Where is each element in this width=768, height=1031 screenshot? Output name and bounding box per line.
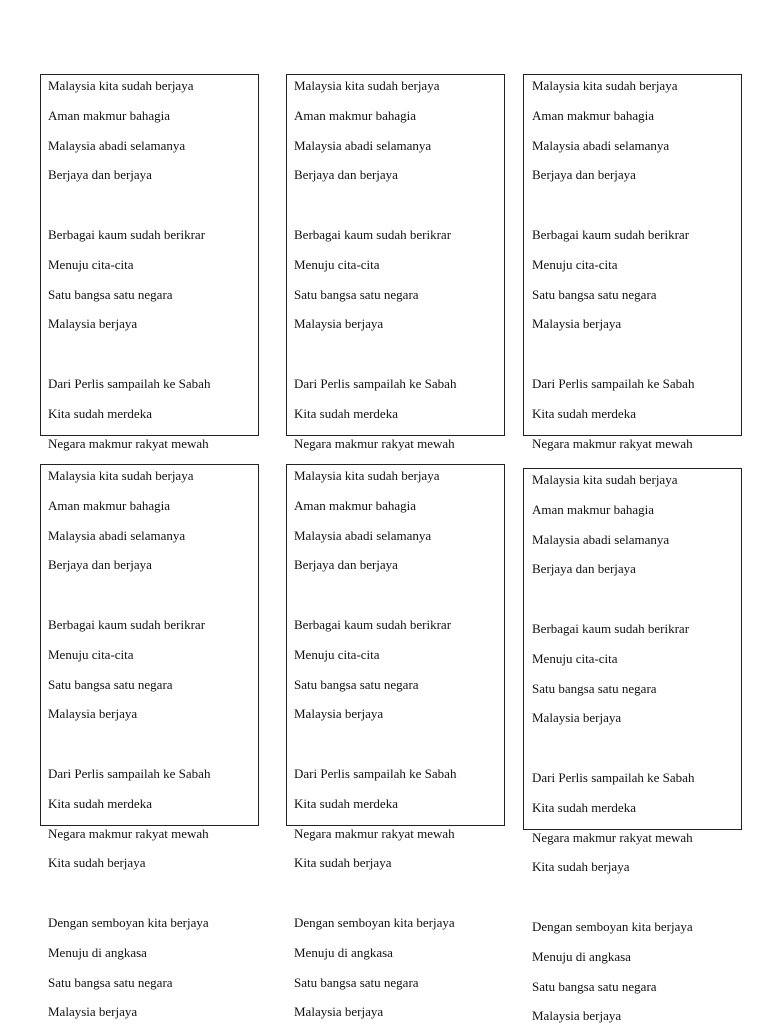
verse-gap bbox=[532, 584, 694, 614]
lyric-card-r2c2 bbox=[294, 461, 456, 1027]
lyric-line: Negara makmur rakyat mewah bbox=[48, 435, 209, 451]
lyric-line: Menuju di angkasa bbox=[48, 944, 147, 960]
lyric-line: Aman makmur bahagia bbox=[532, 107, 655, 123]
verse-gap bbox=[294, 878, 456, 908]
verse-gap bbox=[532, 882, 694, 912]
lyric-line: Berjaya dan berjaya bbox=[48, 167, 152, 183]
lyric-line: Menuju cita-cita bbox=[294, 256, 380, 272]
lyric-line: Negara makmur rakyat mewah bbox=[532, 435, 693, 451]
lyric-card-r1c3 bbox=[532, 71, 694, 458]
lyric-line: Kita sudah merdeka bbox=[294, 405, 398, 421]
lyric-line: Satu bangsa satu negara bbox=[48, 286, 173, 302]
lyric-line: Satu bangsa satu negara bbox=[294, 286, 419, 302]
lyric-line: Kita sudah merdeka bbox=[294, 795, 398, 811]
lyric-line: Malaysia berjaya bbox=[294, 1004, 384, 1020]
lyric-line: Malaysia berjaya bbox=[532, 316, 622, 332]
lyric-line: Aman makmur bahagia bbox=[294, 107, 417, 123]
lyric-line: Berbagai kaum sudah berikrar bbox=[294, 226, 452, 242]
lyric-line: Malaysia kita sudah berjaya bbox=[532, 78, 678, 93]
lyric-line: Berbagai kaum sudah berikrar bbox=[532, 620, 690, 636]
lyric-line: Aman makmur bahagia bbox=[48, 107, 171, 123]
lyric-line: Malaysia berjaya bbox=[294, 706, 384, 722]
lyric-line: Berjaya dan berjaya bbox=[532, 167, 636, 183]
lyric-line: Berjaya dan berjaya bbox=[48, 557, 152, 573]
lyric-line: Satu bangsa satu negara bbox=[48, 974, 173, 990]
lyric-line: Dari Perlis sampailah ke Sabah bbox=[294, 375, 457, 391]
verse-gap bbox=[48, 190, 210, 220]
lyric-line: Malaysia abadi selamanya bbox=[532, 137, 670, 153]
lyric-line: Malaysia abadi selamanya bbox=[532, 531, 670, 547]
lyric-line: Satu bangsa satu negara bbox=[294, 974, 419, 990]
lyric-line: Kita sudah berjaya bbox=[294, 855, 392, 871]
lyric-line: Kita sudah merdeka bbox=[48, 405, 152, 421]
lyric-line: Malaysia berjaya bbox=[294, 316, 384, 332]
lyric-line: Negara makmur rakyat mewah bbox=[532, 829, 693, 845]
lyric-line: Kita sudah merdeka bbox=[48, 795, 152, 811]
lyric-line: Malaysia berjaya bbox=[532, 710, 622, 726]
verse-gap bbox=[532, 339, 694, 369]
lyric-line: Malaysia kita sudah berjaya bbox=[294, 468, 440, 483]
verse-gap bbox=[532, 190, 694, 220]
lyric-line: Kita sudah berjaya bbox=[532, 859, 630, 875]
lyric-line: Kita sudah merdeka bbox=[532, 405, 636, 421]
verse-gap bbox=[48, 729, 210, 759]
lyric-line: Satu bangsa satu negara bbox=[532, 680, 657, 696]
lyric-line: Menuju cita-cita bbox=[532, 256, 618, 272]
verse-gap bbox=[294, 339, 456, 369]
lyric-line: Malaysia abadi selamanya bbox=[294, 527, 432, 543]
lyric-line: Menuju cita-cita bbox=[48, 256, 134, 272]
verse-gap bbox=[532, 733, 694, 763]
lyric-line: Berbagai kaum sudah berikrar bbox=[48, 616, 206, 632]
lyric-line: Aman makmur bahagia bbox=[294, 497, 417, 513]
lyric-line: Malaysia kita sudah berjaya bbox=[48, 78, 194, 93]
lyric-line: Menuju di angkasa bbox=[294, 944, 393, 960]
lyric-line: Malaysia kita sudah berjaya bbox=[48, 468, 194, 483]
verse-gap bbox=[48, 878, 210, 908]
lyric-line: Dengan semboyan kita berjaya bbox=[48, 914, 209, 930]
lyric-line: Aman makmur bahagia bbox=[532, 501, 655, 517]
lyric-line: Dari Perlis sampailah ke Sabah bbox=[48, 375, 211, 391]
verse-gap bbox=[294, 729, 456, 759]
lyric-card-r1c1 bbox=[48, 71, 210, 458]
lyric-line: Kita sudah merdeka bbox=[532, 799, 636, 815]
lyric-line: Satu bangsa satu negara bbox=[294, 676, 419, 692]
lyric-line: Berbagai kaum sudah berikrar bbox=[532, 226, 690, 242]
lyric-line: Negara makmur rakyat mewah bbox=[294, 435, 455, 451]
lyric-line: Berbagai kaum sudah berikrar bbox=[48, 226, 206, 242]
lyric-line: Dengan semboyan kita berjaya bbox=[294, 914, 455, 930]
lyric-line: Menuju cita-cita bbox=[294, 646, 380, 662]
lyric-card-r2c1 bbox=[48, 461, 210, 1027]
lyric-line: Berjaya dan berjaya bbox=[532, 561, 636, 577]
lyric-card-r2c3 bbox=[532, 465, 694, 1031]
lyric-line: Negara makmur rakyat mewah bbox=[294, 825, 455, 841]
lyric-line: Satu bangsa satu negara bbox=[48, 676, 173, 692]
lyric-line: Satu bangsa satu negara bbox=[532, 978, 657, 994]
lyric-line: Menuju di angkasa bbox=[532, 948, 631, 964]
lyric-line: Kita sudah berjaya bbox=[48, 855, 146, 871]
lyric-line: Malaysia abadi selamanya bbox=[48, 527, 186, 543]
lyric-line: Berjaya dan berjaya bbox=[294, 167, 398, 183]
lyric-line: Malaysia berjaya bbox=[48, 1004, 138, 1020]
lyric-card-r1c2 bbox=[294, 71, 456, 458]
lyric-line: Dari Perlis sampailah ke Sabah bbox=[532, 375, 695, 391]
lyric-line: Menuju cita-cita bbox=[532, 650, 618, 666]
lyric-line: Malaysia berjaya bbox=[48, 706, 138, 722]
lyric-line: Malaysia berjaya bbox=[532, 1008, 622, 1024]
lyric-line: Satu bangsa satu negara bbox=[532, 286, 657, 302]
lyric-line: Negara makmur rakyat mewah bbox=[48, 825, 209, 841]
verse-gap bbox=[294, 190, 456, 220]
lyric-line: Malaysia abadi selamanya bbox=[294, 137, 432, 153]
lyric-line: Malaysia kita sudah berjaya bbox=[532, 472, 678, 487]
lyric-line: Menuju cita-cita bbox=[48, 646, 134, 662]
lyric-line: Malaysia berjaya bbox=[48, 316, 138, 332]
verse-gap bbox=[48, 580, 210, 610]
verse-gap bbox=[294, 580, 456, 610]
lyric-line: Dari Perlis sampailah ke Sabah bbox=[532, 769, 695, 785]
lyric-line: Berbagai kaum sudah berikrar bbox=[294, 616, 452, 632]
lyric-line: Berjaya dan berjaya bbox=[294, 557, 398, 573]
lyric-line: Dari Perlis sampailah ke Sabah bbox=[48, 765, 211, 781]
lyric-line: Dengan semboyan kita berjaya bbox=[532, 918, 693, 934]
lyric-line: Aman makmur bahagia bbox=[48, 497, 171, 513]
lyric-line: Dari Perlis sampailah ke Sabah bbox=[294, 765, 457, 781]
lyric-line: Malaysia kita sudah berjaya bbox=[294, 78, 440, 93]
verse-gap bbox=[48, 339, 210, 369]
lyric-line: Malaysia abadi selamanya bbox=[48, 137, 186, 153]
